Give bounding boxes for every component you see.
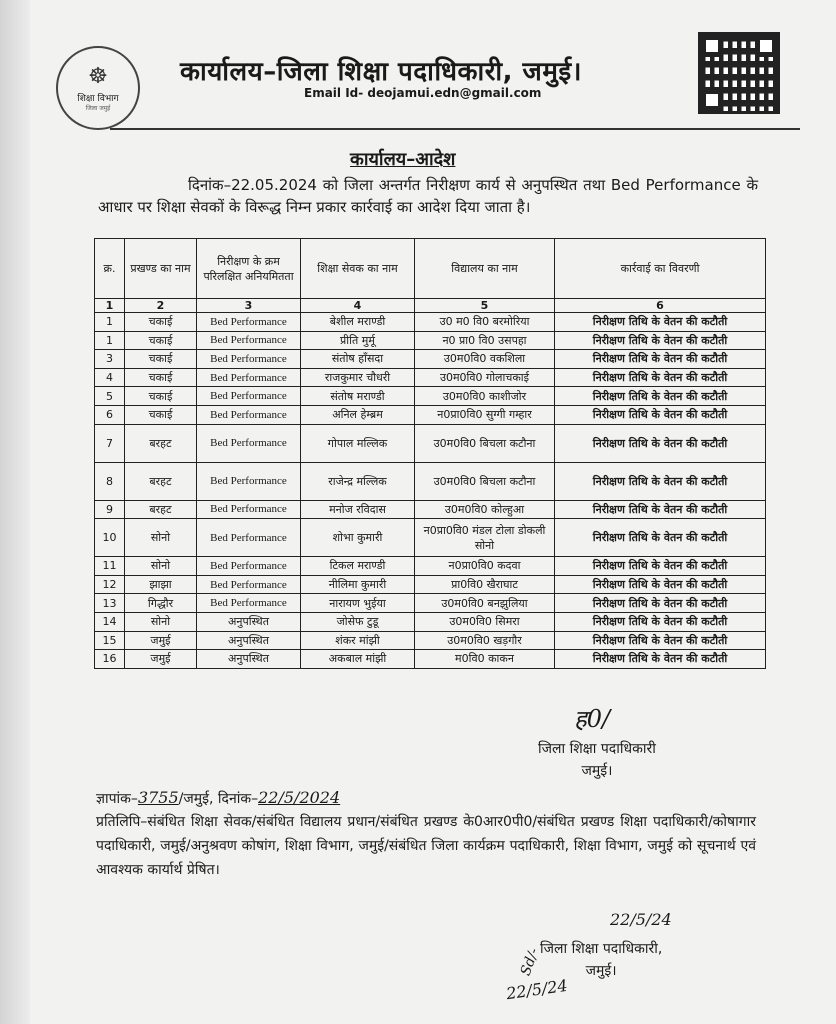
cell-irregularity: Bed Performance xyxy=(197,500,301,519)
table-row xyxy=(95,575,766,594)
cell-block: सोनो xyxy=(125,612,197,631)
cell-irregularity: Bed Performance xyxy=(197,387,301,406)
cell-sn: 1 xyxy=(95,313,125,332)
cell-sn: 3 xyxy=(95,350,125,369)
col-header-teacher: शिक्षा सेवक का नाम xyxy=(301,239,415,299)
header-divider xyxy=(110,128,800,130)
cell-irregularity: अनुपस्थित xyxy=(197,650,301,669)
table-row xyxy=(95,424,766,462)
table-row xyxy=(95,405,766,424)
cell-irregularity: Bed Performance xyxy=(197,405,301,424)
cell-block: चकाई xyxy=(125,405,197,424)
cell-sn: 8 xyxy=(95,462,125,500)
cell-teacher-name: मनोज रविदास xyxy=(301,500,415,519)
cell-action: निरीक्षण तिथि के वेतन की कटौती xyxy=(555,631,766,650)
cell-teacher-name: बेशील मराण्डी xyxy=(301,313,415,332)
cell-action: निरीक्षण तिथि के वेतन की कटौती xyxy=(555,405,766,424)
cell-action: निरीक्षण तिथि के वेतन की कटौती xyxy=(555,557,766,576)
cell-block: सोनो xyxy=(125,519,197,557)
cell-school: उ0म0वि0 काशीजोर xyxy=(415,387,555,406)
copy-distribution-text: प्रतिलिपि–संबंधित शिक्षा सेवक/संबंधित विद्यालय प्रधान/संबंधित प्रखण्ड के0आर0पी0/संबंधित प्रखण्ड शिक्षा पदाधिकारी/कोषागार पदाधिकारी, जमुई/अनुश्रवण कोषांग, शिक्षा विभाग, जमुई/संबंधित जिला कार्यक्रम पदाधिकारी, शिक्षा विभाग, जमुई को सूचनार्थ एवं आवश्यक कार्यार्थ प्रेषित। xyxy=(96,814,756,878)
cell-irregularity: Bed Performance xyxy=(197,331,301,350)
cell-school: न0 प्रा0 वि0 उसपहा xyxy=(415,331,555,350)
cell-school: उ0म0वि0 बिचला कटौना xyxy=(415,462,555,500)
cell-irregularity: Bed Performance xyxy=(197,424,301,462)
cell-irregularity: अनुपस्थित xyxy=(197,612,301,631)
cell-action: निरीक्षण तिथि के वेतन की कटौती xyxy=(555,424,766,462)
cell-school: न0प्रा0वि0 कदवा xyxy=(415,557,555,576)
signature-block-2 xyxy=(540,938,662,982)
cell-school: उ0म0वि0 बिचला कटौना xyxy=(415,424,555,462)
cell-sn: 7 xyxy=(95,424,125,462)
department-seal xyxy=(56,46,140,130)
cell-school: उ0म0वि0 खड़गौर xyxy=(415,631,555,650)
table-row xyxy=(95,519,766,557)
cell-school: उ0म0वि0 कोल्हुआ xyxy=(415,500,555,519)
handwritten-initial: Sd/- xyxy=(517,946,543,978)
table-row xyxy=(95,500,766,519)
cell-sn: 12 xyxy=(95,575,125,594)
cell-action: निरीक्षण तिथि के वेतन की कटौती xyxy=(555,500,766,519)
handwritten-date-bottom: 22/5/24 xyxy=(504,975,569,1004)
cell-sn: 5 xyxy=(95,387,125,406)
cell-action: निरीक्षण तिथि के वेतन की कटौती xyxy=(555,575,766,594)
cell-block: चकाई xyxy=(125,350,197,369)
cell-action: निरीक्षण तिथि के वेतन की कटौती xyxy=(555,350,766,369)
signature-block-1 xyxy=(538,738,656,782)
cell-teacher-name: नीलिमा कुमारी xyxy=(301,575,415,594)
page-edge-shadow xyxy=(0,0,30,1024)
col-header-block: प्रखण्ड का नाम xyxy=(125,239,197,299)
column-number-row xyxy=(95,299,766,313)
signatory-place: जमुई। xyxy=(585,963,617,979)
cell-school: न0प्रा0वि0 मंडल टोला डोकली सोनो xyxy=(415,519,555,557)
col-header-irregularity: निरीक्षण के क्रम परिलक्षित अनियमितता xyxy=(197,239,301,299)
cell-teacher-name: टिकल मराण्डी xyxy=(301,557,415,576)
cell-sn: 15 xyxy=(95,631,125,650)
cell-irregularity: Bed Performance xyxy=(197,368,301,387)
cell-teacher-name: गोपाल मल्लिक xyxy=(301,424,415,462)
cell-teacher-name: राजेन्द्र मल्लिक xyxy=(301,462,415,500)
cell-school: उ0म0वि0 सिमरा xyxy=(415,612,555,631)
cell-school: म0वि0 काकन xyxy=(415,650,555,669)
cell-action: निरीक्षण तिथि के वेतन की कटौती xyxy=(555,331,766,350)
col-number: 6 xyxy=(555,299,766,313)
cell-block: झाझा xyxy=(125,575,197,594)
cell-irregularity: Bed Performance xyxy=(197,313,301,332)
col-number: 4 xyxy=(301,299,415,313)
table-row xyxy=(95,650,766,669)
table-row xyxy=(95,368,766,387)
cell-school: उ0म0वि0 बनझुलिया xyxy=(415,594,555,613)
col-number: 1 xyxy=(95,299,125,313)
memo-date: 22/5/2024 xyxy=(258,788,341,807)
table-row xyxy=(95,612,766,631)
cell-action: निरीक्षण तिथि के वेतन की कटौती xyxy=(555,612,766,631)
cell-teacher-name: नारायण भुईया xyxy=(301,594,415,613)
cell-action: निरीक्षण तिथि के वेतन की कटौती xyxy=(555,650,766,669)
col-number: 3 xyxy=(197,299,301,313)
cell-block: जमुई xyxy=(125,631,197,650)
memo-number: 3755 xyxy=(137,788,179,807)
cell-action: निरीक्षण तिथि के वेतन की कटौती xyxy=(555,519,766,557)
cell-block: गिद्धौर xyxy=(125,594,197,613)
cell-sn: 14 xyxy=(95,612,125,631)
cell-teacher-name: संतोष हाँसदा xyxy=(301,350,415,369)
col-header-sn: क्र. xyxy=(95,239,125,299)
office-email: Email Id- deojamui.edn@gmail.com xyxy=(304,86,542,100)
order-heading: कार्यालय–आदेश xyxy=(350,149,456,170)
cell-block: चकाई xyxy=(125,331,197,350)
signatory-title: जिला शिक्षा पदाधिकारी, xyxy=(540,941,663,957)
seal-text: शिक्षा विभाग xyxy=(77,93,119,104)
cell-block: सोनो xyxy=(125,557,197,576)
signatory-place: जमुई। xyxy=(581,763,613,779)
cell-block: चकाई xyxy=(125,387,197,406)
cell-sn: 10 xyxy=(95,519,125,557)
cell-sn: 11 xyxy=(95,557,125,576)
cell-school: न0प्रा0वि0 सुग्गी गम्हार xyxy=(415,405,555,424)
col-header-action: कार्रवाई का विवरणी xyxy=(555,239,766,299)
handwritten-date-top: 22/5/24 xyxy=(610,910,672,929)
cell-teacher-name: संतोष मराण्डी xyxy=(301,387,415,406)
cell-action: निरीक्षण तिथि के वेतन की कटौती xyxy=(555,368,766,387)
qr-code-icon xyxy=(698,32,780,114)
cell-irregularity: Bed Performance xyxy=(197,557,301,576)
cell-sn: 13 xyxy=(95,594,125,613)
col-number: 5 xyxy=(415,299,555,313)
cell-action: निरीक्षण तिथि के वेतन की कटौती xyxy=(555,387,766,406)
signature-scrawl: ह0/ xyxy=(574,705,611,733)
cell-irregularity: Bed Performance xyxy=(197,462,301,500)
cell-action: निरीक्षण तिथि के वेतन की कटौती xyxy=(555,594,766,613)
cell-block: बरहट xyxy=(125,462,197,500)
cell-school: उ0 म0 वि0 बरमोरिया xyxy=(415,313,555,332)
cell-irregularity: Bed Performance xyxy=(197,519,301,557)
cell-sn: 6 xyxy=(95,405,125,424)
cell-irregularity: Bed Performance xyxy=(197,350,301,369)
cell-sn: 1 xyxy=(95,331,125,350)
cell-school: प्रा0वि0 खैराघाट xyxy=(415,575,555,594)
table-row xyxy=(95,331,766,350)
cell-block: बरहट xyxy=(125,424,197,462)
table-row xyxy=(95,350,766,369)
action-table xyxy=(94,238,766,669)
table-row xyxy=(95,313,766,332)
table-header-row xyxy=(95,239,766,299)
table-row xyxy=(95,462,766,500)
signatory-title: जिला शिक्षा पदाधिकारी xyxy=(538,741,656,757)
col-header-school: विद्यालय का नाम xyxy=(415,239,555,299)
cell-action: निरीक्षण तिथि के वेतन की कटौती xyxy=(555,313,766,332)
cell-block: चकाई xyxy=(125,313,197,332)
cell-teacher-name: अकबाल मांझी xyxy=(301,650,415,669)
cell-sn: 9 xyxy=(95,500,125,519)
table-row xyxy=(95,594,766,613)
cell-block: बरहट xyxy=(125,500,197,519)
cell-sn: 4 xyxy=(95,368,125,387)
cell-school: उ0म0वि0 गोलाचकाई xyxy=(415,368,555,387)
cell-teacher-name: शोभा कुमारी xyxy=(301,519,415,557)
seal-subtext: जिला जमुई xyxy=(85,104,111,112)
col-number: 2 xyxy=(125,299,197,313)
cell-irregularity: अनुपस्थित xyxy=(197,631,301,650)
cell-block: जमुई xyxy=(125,650,197,669)
office-title: कार्यालय–जिला शिक्षा पदाधिकारी, जमुई। xyxy=(180,57,582,87)
memo-middle: /जमुई, दिनांक– xyxy=(178,791,259,807)
order-intro: दिनांक–22.05.2024 को जिला अन्तर्गत निरीक्षण कार्य से अनुपस्थित तथा Bed Performance के आधार पर शिक्षा सेवकों के विरूद्ध निम्न प्रकार कार्रवाई का आदेश दिया जाता है। xyxy=(98,176,758,216)
table-row xyxy=(95,387,766,406)
table-row xyxy=(95,631,766,650)
cell-action: निरीक्षण तिथि के वेतन की कटौती xyxy=(555,462,766,500)
cell-school: उ0म0वि0 वकशिला xyxy=(415,350,555,369)
cell-teacher-name: राजकुमार चौधरी xyxy=(301,368,415,387)
cell-teacher-name: जोसेफ टुडू xyxy=(301,612,415,631)
table-row xyxy=(95,557,766,576)
cell-irregularity: Bed Performance xyxy=(197,575,301,594)
cell-teacher-name: शंकर मांझी xyxy=(301,631,415,650)
memo-prefix: ज्ञापांक– xyxy=(96,791,138,807)
cell-irregularity: Bed Performance xyxy=(197,594,301,613)
cell-sn: 16 xyxy=(95,650,125,669)
cell-teacher-name: अनिल हेम्ब्रम xyxy=(301,405,415,424)
cell-teacher-name: प्रीति मुर्मू xyxy=(301,331,415,350)
cell-block: चकाई xyxy=(125,368,197,387)
emblem-icon: ☸ xyxy=(88,63,108,89)
memo-line xyxy=(96,788,340,808)
